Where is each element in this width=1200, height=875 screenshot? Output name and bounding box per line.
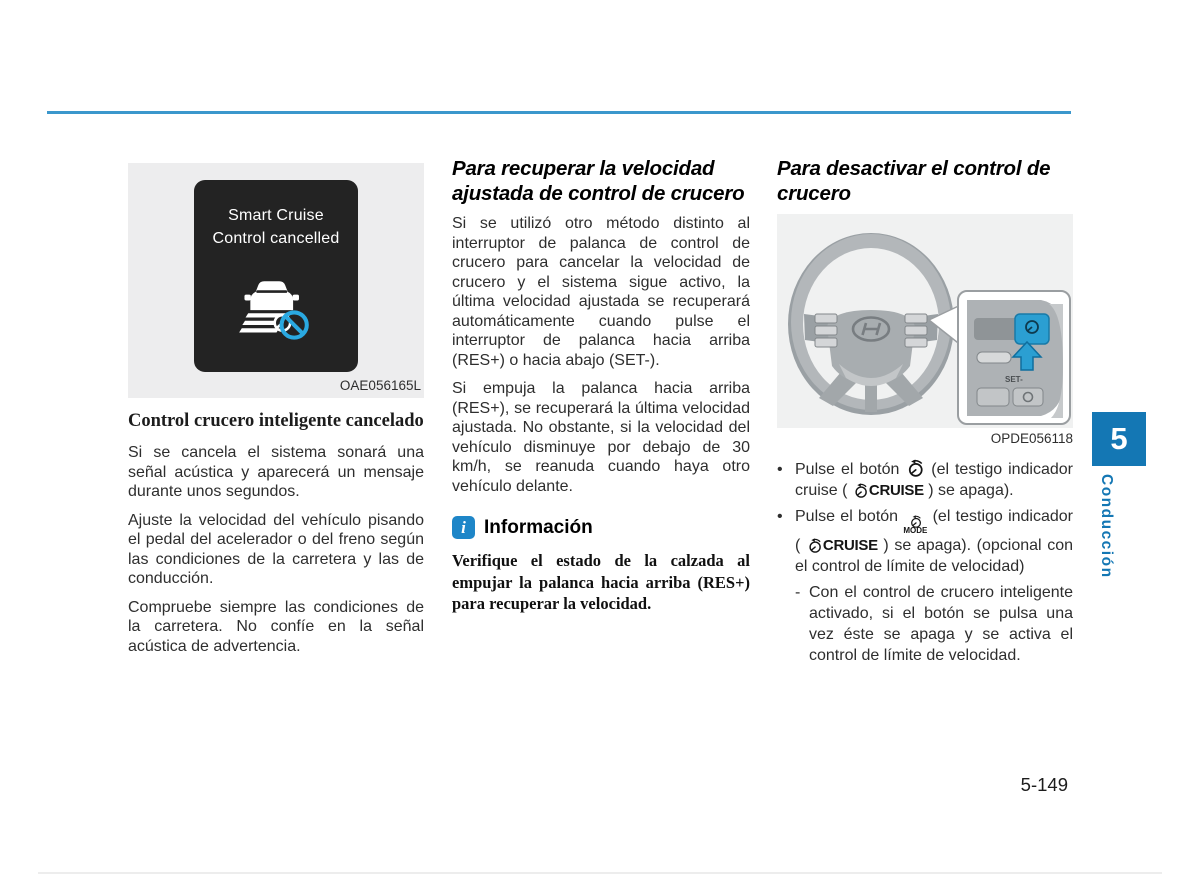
chapter-number: 5 <box>1110 421 1128 456</box>
paragraph: Si se cancela el sistema sonará una señal acústica y aparecerá un mensaje durante unos segundos. <box>128 444 424 500</box>
figure-code: OAE056165L <box>339 378 421 393</box>
dash-marker: - <box>795 584 801 601</box>
chapter-tab <box>1092 412 1146 466</box>
bullet-marker: • <box>777 461 783 478</box>
header-rule <box>47 111 1071 114</box>
cruise-indicator-icon: CRUISE <box>852 482 924 499</box>
subsection-title: Control crucero inteligente cancelado <box>128 411 424 431</box>
bullet-item <box>777 506 1073 577</box>
cruise-control-icon <box>906 459 924 477</box>
left-paragraphs <box>128 443 424 656</box>
figure-code: OPDE056118 <box>990 431 1073 446</box>
middle-paragraphs <box>452 214 750 496</box>
paragraph: Si empuja la palanca hacia arriba (RES+), se recuperará la última velocidad ajustada. No obstante, si la velocidad del vehículo disminuye por debajo de 30 km/h, se reanuda cuando haya otro vehículo delante. <box>452 380 750 495</box>
cruise-indicator-icon: CRUISE <box>806 537 878 554</box>
cruise-cancel-button-highlight <box>1015 314 1049 344</box>
information-icon: i <box>452 516 475 539</box>
section-title-recover-speed: Para recuperar la velocidad ajustada de control de crucero <box>452 157 745 205</box>
sub-list-item <box>795 582 1073 666</box>
paragraph: Ajuste la velocidad del vehículo pisando el pedal del acelerador o del freno según las condiciones de la carretera y las de conducción. <box>128 511 424 587</box>
steering-wheel-illustration <box>777 214 1073 428</box>
figure-steering-wheel <box>777 214 1073 446</box>
mode-button-icon: MODE <box>903 515 927 535</box>
cluster-display-panel <box>194 180 358 372</box>
left-wheel-buttons <box>815 314 837 347</box>
paragraph: Compruebe siempre las condiciones de la carretera. No confíe en la señal acústica de advertencia. <box>128 598 424 655</box>
right-column <box>777 156 1073 666</box>
scc-cancelled-car-icon <box>232 278 320 340</box>
information-title: Información <box>484 516 593 538</box>
cruise-control-icon <box>807 538 822 553</box>
right-wheel-buttons <box>905 314 927 347</box>
figure-scc-cancelled <box>128 163 424 398</box>
page-number: 5-149 <box>1020 774 1068 795</box>
cruise-control-icon <box>853 483 868 498</box>
middle-column <box>452 156 750 615</box>
section-title-deactivate-cruise: Para desactivar el control de crucero <box>777 157 1051 205</box>
information-body: Verifique el estado de la calzada al empujar la palanca hacia arriba (RES+) para recuperar la velocidad. <box>452 551 750 613</box>
information-section <box>452 516 750 615</box>
bullet-text: Pulse el botón (el testigo indicador cruise ( CRUISE ) se apaga). <box>795 461 1073 499</box>
display-message-line1: Smart Cruise <box>228 207 324 224</box>
display-message-line2: Control cancelled <box>212 230 340 247</box>
chapter-name-vertical: Conducción <box>1098 474 1115 579</box>
left-column <box>128 163 424 665</box>
bullet-item <box>777 459 1073 501</box>
bullet-marker: • <box>777 508 783 525</box>
bullet-list <box>777 459 1073 666</box>
sub-item-text: Con el control de crucero inteligente activado, si el botón se pulsa una vez éste se apaga y se activa el control de límite de velocidad. <box>809 584 1073 664</box>
page-bottom-edge <box>38 872 1162 874</box>
information-header <box>452 516 750 539</box>
bullet-text: Pulse el botón MODE (el testigo indicador ( CRUISE ) se apaga). (opcional con el control de límite de velocidad) <box>795 508 1073 575</box>
paragraph: Si se utilizó otro método distinto al interruptor de palanca de control de crucero para cancelar la velocidad de crucero y el sistema sigue activo, la última velocidad ajustada se recuperará automáticamente cuando pulse el interruptor de palanca hacia arriba (RES+) o hacia abajo (SET-). <box>452 215 750 369</box>
set-label: SET- <box>1005 375 1023 384</box>
